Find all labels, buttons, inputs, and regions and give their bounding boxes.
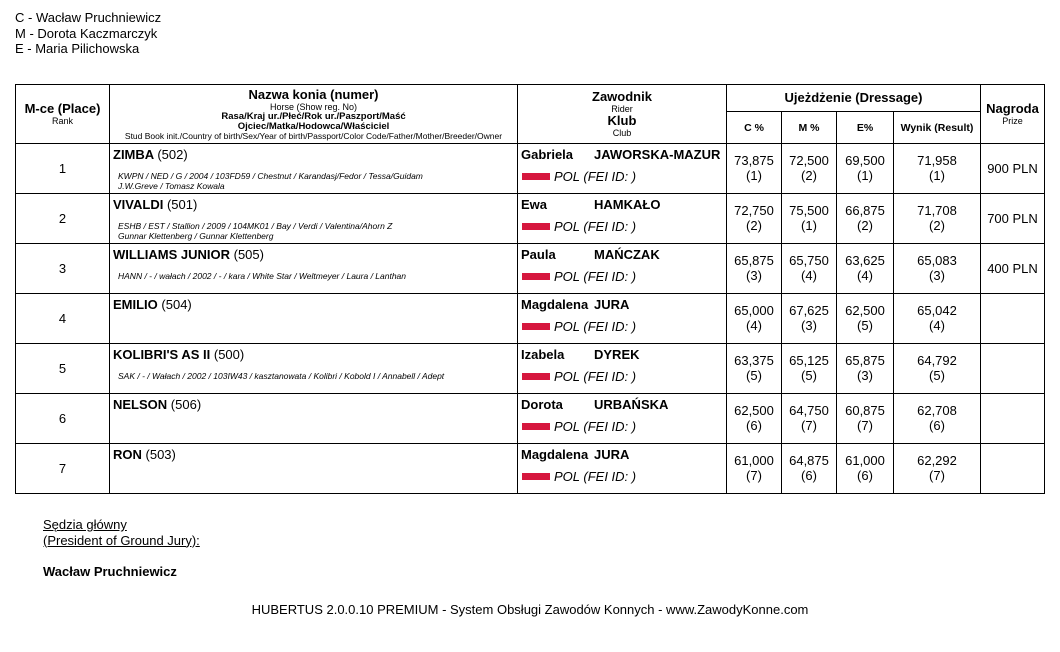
rank-m: (6) bbox=[801, 467, 817, 483]
score-res-cell bbox=[894, 294, 981, 344]
club bbox=[521, 319, 726, 334]
score-e: 60,875 bbox=[845, 403, 885, 418]
place-cell: 6 bbox=[16, 394, 110, 444]
flag-icon bbox=[522, 323, 550, 330]
score-m-cell bbox=[782, 294, 837, 344]
score-c: 65,875 bbox=[734, 253, 774, 268]
horse-name: KOLIBRI'S AS II bbox=[113, 347, 211, 362]
rider-last-name: JAWORSKA-MAZUR bbox=[594, 147, 721, 162]
horse-details-line1: HANN / - / wałach / 2002 / - / kara / White Star / Weltmeyer / Laura / Lanthan bbox=[118, 271, 407, 281]
rider-name bbox=[521, 148, 726, 162]
results-table bbox=[15, 84, 1045, 494]
header-rider bbox=[518, 85, 727, 144]
horse-number: (501) bbox=[166, 197, 198, 212]
score-res: 64,792 bbox=[917, 353, 957, 368]
prize-cell bbox=[981, 444, 1045, 494]
rank-res: (5) bbox=[929, 367, 945, 383]
rank-m: (3) bbox=[801, 317, 817, 333]
score-c-cell bbox=[727, 244, 782, 294]
score-res: 65,042 bbox=[917, 303, 957, 318]
header-row-top bbox=[16, 85, 1045, 112]
header-horse-label: Nazwa konia (numer) bbox=[248, 86, 379, 102]
club-name: POL (FEI ID: ) bbox=[554, 369, 637, 384]
rank-res: (4) bbox=[929, 317, 945, 333]
score-m: 65,125 bbox=[789, 353, 829, 368]
flag-icon bbox=[522, 173, 550, 180]
header-horse-line4: Ojciec/Matka/Hodowca/Właściciel bbox=[237, 120, 390, 132]
header-rider-sub: Rider bbox=[611, 104, 633, 114]
flag-icon bbox=[522, 423, 550, 430]
judges-list bbox=[15, 10, 161, 57]
score-res-cell bbox=[894, 394, 981, 444]
header-m: M % bbox=[782, 112, 837, 144]
rank-e: (6) bbox=[857, 467, 873, 483]
score-c: 62,500 bbox=[734, 403, 774, 418]
rank-m: (7) bbox=[801, 417, 817, 433]
horse-details-line2: J.W.Greve / Tomasz Kowala bbox=[118, 181, 225, 191]
score-e-cell bbox=[837, 344, 894, 394]
rider-first-name: Izabela bbox=[521, 347, 565, 362]
score-e: 65,875 bbox=[845, 353, 885, 368]
rider-last-name: JURA bbox=[594, 447, 630, 462]
header-place bbox=[16, 85, 110, 144]
horse-details-line1: SAK / - / Wałach / 2002 / 103IW43 / kasztanowata / Kolibri / Kobold I / Annabell / Adept bbox=[118, 371, 445, 381]
horse-name: VIVALDI bbox=[113, 197, 164, 212]
club bbox=[521, 419, 726, 434]
header-prize-sub: Prize bbox=[1002, 116, 1023, 126]
header-horse bbox=[110, 85, 518, 144]
club-name: POL (FEI ID: ) bbox=[554, 469, 637, 484]
rider-first-name: Ewa bbox=[521, 197, 548, 212]
rank-res: (7) bbox=[929, 467, 945, 483]
table-row bbox=[16, 194, 1045, 244]
score-c-cell bbox=[727, 394, 782, 444]
place-cell: 5 bbox=[16, 344, 110, 394]
score-m: 72,500 bbox=[789, 153, 829, 168]
prize-cell bbox=[981, 294, 1045, 344]
footer: HUBERTUS 2.0.0.10 PREMIUM - System Obsługi Zawodów Konnych - www.ZawodyKonne.com bbox=[251, 602, 809, 617]
rank-c: (4) bbox=[746, 317, 762, 333]
rank-c: (1) bbox=[746, 167, 762, 183]
rider-cell bbox=[518, 144, 727, 194]
score-m-cell bbox=[782, 244, 837, 294]
score-m-cell bbox=[782, 194, 837, 244]
score-res: 62,292 bbox=[917, 453, 957, 468]
score-e: 69,500 bbox=[845, 153, 885, 168]
score-e: 66,875 bbox=[845, 203, 885, 218]
horse-name-line bbox=[113, 298, 517, 312]
rider-cell bbox=[518, 444, 727, 494]
table-row bbox=[16, 394, 1045, 444]
horse-details-line1: KWPN / NED / G / 2004 / 103FD59 / Chestnut / Karandasj/Fedor / Tessa/Guidam bbox=[118, 171, 423, 181]
header-c: C % bbox=[727, 112, 782, 144]
horse-name: RON bbox=[113, 447, 142, 462]
score-c-cell bbox=[727, 444, 782, 494]
rider-first-name: Gabriela bbox=[521, 147, 574, 162]
header-horse-sub: Horse (Show reg. No) bbox=[269, 101, 358, 112]
header-rider-label: Zawodnik bbox=[592, 89, 652, 104]
rank-e: (1) bbox=[857, 167, 873, 183]
header-prize bbox=[981, 85, 1045, 144]
score-e-cell bbox=[837, 294, 894, 344]
prize-cell bbox=[981, 344, 1045, 394]
horse-details bbox=[113, 371, 517, 381]
rank-c: (6) bbox=[746, 417, 762, 433]
score-e-cell bbox=[837, 144, 894, 194]
rank-e: (4) bbox=[857, 267, 873, 283]
rider-first-name: Dorota bbox=[521, 397, 563, 412]
prize-cell: 400 PLN bbox=[981, 244, 1045, 294]
rank-m: (5) bbox=[801, 367, 817, 383]
header-place-sub: Rank bbox=[51, 116, 73, 126]
rider-name bbox=[521, 298, 726, 312]
rank-res: (6) bbox=[929, 417, 945, 433]
horse-number: (505) bbox=[233, 247, 264, 262]
table-row bbox=[16, 294, 1045, 344]
rider-last-name: URBAŃSKA bbox=[594, 397, 669, 412]
rider-first-name: Magdalena bbox=[521, 297, 589, 312]
rider-cell bbox=[518, 244, 727, 294]
judge-e: E - Maria Pilichowska bbox=[15, 41, 140, 56]
place-cell: 3 bbox=[16, 244, 110, 294]
horse-number: (506) bbox=[170, 397, 202, 412]
horse-name-line bbox=[113, 398, 517, 412]
rank-m: (2) bbox=[801, 167, 817, 183]
rank-e: (3) bbox=[857, 367, 873, 383]
score-e-cell bbox=[837, 244, 894, 294]
header-club-label: Klub bbox=[607, 113, 637, 128]
jury-president-name: Wacław Pruchniewicz bbox=[43, 564, 177, 579]
horse-details-line2: Gunnar Klettenberg / Gunnar Klettenberg bbox=[118, 231, 274, 241]
horse-cell bbox=[110, 294, 518, 344]
horse-details-line1: ESHB / EST / Stallion / 2009 / 104MK01 / Bay / Verdi / Valentina/Ahorn Z bbox=[118, 221, 393, 231]
rank-c: (7) bbox=[746, 467, 762, 483]
horse-cell bbox=[110, 194, 518, 244]
score-m-cell bbox=[782, 144, 837, 194]
table-row bbox=[16, 444, 1045, 494]
header-horse-line3: Rasa/Kraj ur./Płeć/Rok ur./Paszport/Maść bbox=[221, 110, 406, 122]
score-res: 71,708 bbox=[917, 203, 957, 218]
club-name: POL (FEI ID: ) bbox=[554, 169, 637, 184]
horse-name: WILLIAMS JUNIOR bbox=[113, 247, 230, 262]
horse-name-line bbox=[113, 248, 517, 262]
club bbox=[521, 369, 726, 384]
header-club-sub: Club bbox=[612, 128, 632, 138]
table-row bbox=[16, 244, 1045, 294]
horse-name-line bbox=[113, 198, 517, 212]
club-name: POL (FEI ID: ) bbox=[554, 319, 637, 334]
rank-m: (4) bbox=[801, 267, 817, 283]
rank-e: (5) bbox=[857, 317, 873, 333]
rider-cell bbox=[518, 394, 727, 444]
horse-name: NELSON bbox=[113, 397, 168, 412]
score-m: 75,500 bbox=[789, 203, 829, 218]
horse-cell bbox=[110, 444, 518, 494]
score-res-cell bbox=[894, 244, 981, 294]
rider-last-name: HAMKAŁO bbox=[594, 197, 661, 212]
rank-m: (1) bbox=[801, 217, 817, 233]
horse-number: (500) bbox=[213, 347, 245, 362]
horse-name-line bbox=[113, 448, 517, 462]
club bbox=[521, 269, 726, 284]
score-c: 72,750 bbox=[734, 203, 774, 218]
rider-name bbox=[521, 198, 726, 212]
prize-cell: 700 PLN bbox=[981, 194, 1045, 244]
score-c: 61,000 bbox=[734, 453, 774, 468]
horse-name: ZIMBA bbox=[113, 147, 154, 162]
score-e-cell bbox=[837, 194, 894, 244]
header-place-label: M-ce (Place) bbox=[24, 101, 101, 116]
table-row bbox=[16, 344, 1045, 394]
flag-icon bbox=[522, 223, 550, 230]
rider-last-name: DYREK bbox=[594, 347, 640, 362]
score-res: 62,708 bbox=[917, 403, 957, 418]
place-cell: 7 bbox=[16, 444, 110, 494]
horse-cell bbox=[110, 344, 518, 394]
score-e: 62,500 bbox=[845, 303, 885, 318]
score-e-cell bbox=[837, 444, 894, 494]
score-m-cell bbox=[782, 344, 837, 394]
score-res-cell bbox=[894, 344, 981, 394]
score-res-cell bbox=[894, 144, 981, 194]
rank-c: (5) bbox=[746, 367, 762, 383]
header-dressage: Ujeżdżenie (Dressage) bbox=[727, 85, 981, 112]
score-c: 73,875 bbox=[734, 153, 774, 168]
club-name: POL (FEI ID: ) bbox=[554, 419, 637, 434]
rider-name bbox=[521, 348, 726, 362]
horse-name-line bbox=[113, 148, 517, 162]
score-e-cell bbox=[837, 394, 894, 444]
score-m: 64,750 bbox=[789, 403, 829, 418]
horse-cell bbox=[110, 144, 518, 194]
horse-cell bbox=[110, 394, 518, 444]
score-m: 65,750 bbox=[789, 253, 829, 268]
rank-res: (2) bbox=[929, 217, 945, 233]
score-e: 61,000 bbox=[845, 453, 885, 468]
flag-icon bbox=[522, 373, 550, 380]
score-res: 65,083 bbox=[917, 253, 957, 268]
rider-cell bbox=[518, 194, 727, 244]
place-cell: 4 bbox=[16, 294, 110, 344]
horse-name: EMILIO bbox=[113, 297, 158, 312]
jury-block bbox=[43, 517, 200, 548]
rank-c: (2) bbox=[746, 217, 762, 233]
horse-details bbox=[113, 221, 517, 241]
place-cell: 1 bbox=[16, 144, 110, 194]
rider-last-name: MAŃCZAK bbox=[594, 247, 660, 262]
score-c-cell bbox=[727, 344, 782, 394]
club-name: POL (FEI ID: ) bbox=[554, 219, 637, 234]
horse-number: (504) bbox=[161, 297, 192, 312]
score-c-cell bbox=[727, 294, 782, 344]
table-row bbox=[16, 144, 1045, 194]
judge-c: C - Wacław Pruchniewicz bbox=[15, 10, 162, 25]
rider-name bbox=[521, 398, 726, 412]
horse-number: (502) bbox=[157, 147, 188, 162]
header-horse-line5: Stud Book init./Country of birth/Sex/Year of birth/Passport/Color Code/Father/Mother/Breeder/Owner bbox=[124, 130, 503, 141]
score-c-cell bbox=[727, 194, 782, 244]
place-cell: 2 bbox=[16, 194, 110, 244]
rider-name bbox=[521, 448, 726, 462]
flag-icon bbox=[522, 473, 550, 480]
rider-first-name: Magdalena bbox=[521, 447, 589, 462]
score-c: 63,375 bbox=[734, 353, 774, 368]
header-prize-label: Nagroda bbox=[986, 101, 1039, 116]
rank-res: (1) bbox=[929, 167, 945, 183]
jury-title: Sędzia główny bbox=[43, 517, 127, 532]
rank-e: (7) bbox=[857, 417, 873, 433]
horse-number: (503) bbox=[145, 447, 176, 462]
club bbox=[521, 219, 726, 234]
rank-c: (3) bbox=[746, 267, 762, 283]
rider-first-name: Paula bbox=[521, 247, 556, 262]
rank-e: (2) bbox=[857, 217, 873, 233]
rank-res: (3) bbox=[929, 267, 945, 283]
score-res-cell bbox=[894, 444, 981, 494]
club bbox=[521, 169, 726, 184]
judge-m: M - Dorota Kaczmarczyk bbox=[15, 25, 158, 41]
horse-cell bbox=[110, 244, 518, 294]
score-c: 65,000 bbox=[734, 303, 774, 318]
score-e: 63,625 bbox=[845, 253, 885, 268]
rider-cell bbox=[518, 344, 727, 394]
prize-cell bbox=[981, 394, 1045, 444]
score-res: 71,958 bbox=[917, 153, 957, 168]
score-m-cell bbox=[782, 394, 837, 444]
horse-name-line bbox=[113, 348, 517, 362]
score-m-cell bbox=[782, 444, 837, 494]
rider-cell bbox=[518, 294, 727, 344]
club bbox=[521, 469, 726, 484]
horse-details bbox=[113, 271, 517, 281]
flag-icon bbox=[522, 273, 550, 280]
horse-details bbox=[113, 171, 517, 191]
score-m: 64,875 bbox=[789, 453, 829, 468]
rider-name bbox=[521, 248, 726, 262]
score-c-cell bbox=[727, 144, 782, 194]
club-name: POL (FEI ID: ) bbox=[554, 269, 637, 284]
prize-cell: 900 PLN bbox=[981, 144, 1045, 194]
rider-last-name: JURA bbox=[594, 297, 630, 312]
jury-title-en: (President of Ground Jury): bbox=[43, 532, 200, 548]
score-m: 67,625 bbox=[789, 303, 829, 318]
header-e: E% bbox=[837, 112, 894, 144]
score-res-cell bbox=[894, 194, 981, 244]
header-result: Wynik (Result) bbox=[894, 112, 981, 144]
